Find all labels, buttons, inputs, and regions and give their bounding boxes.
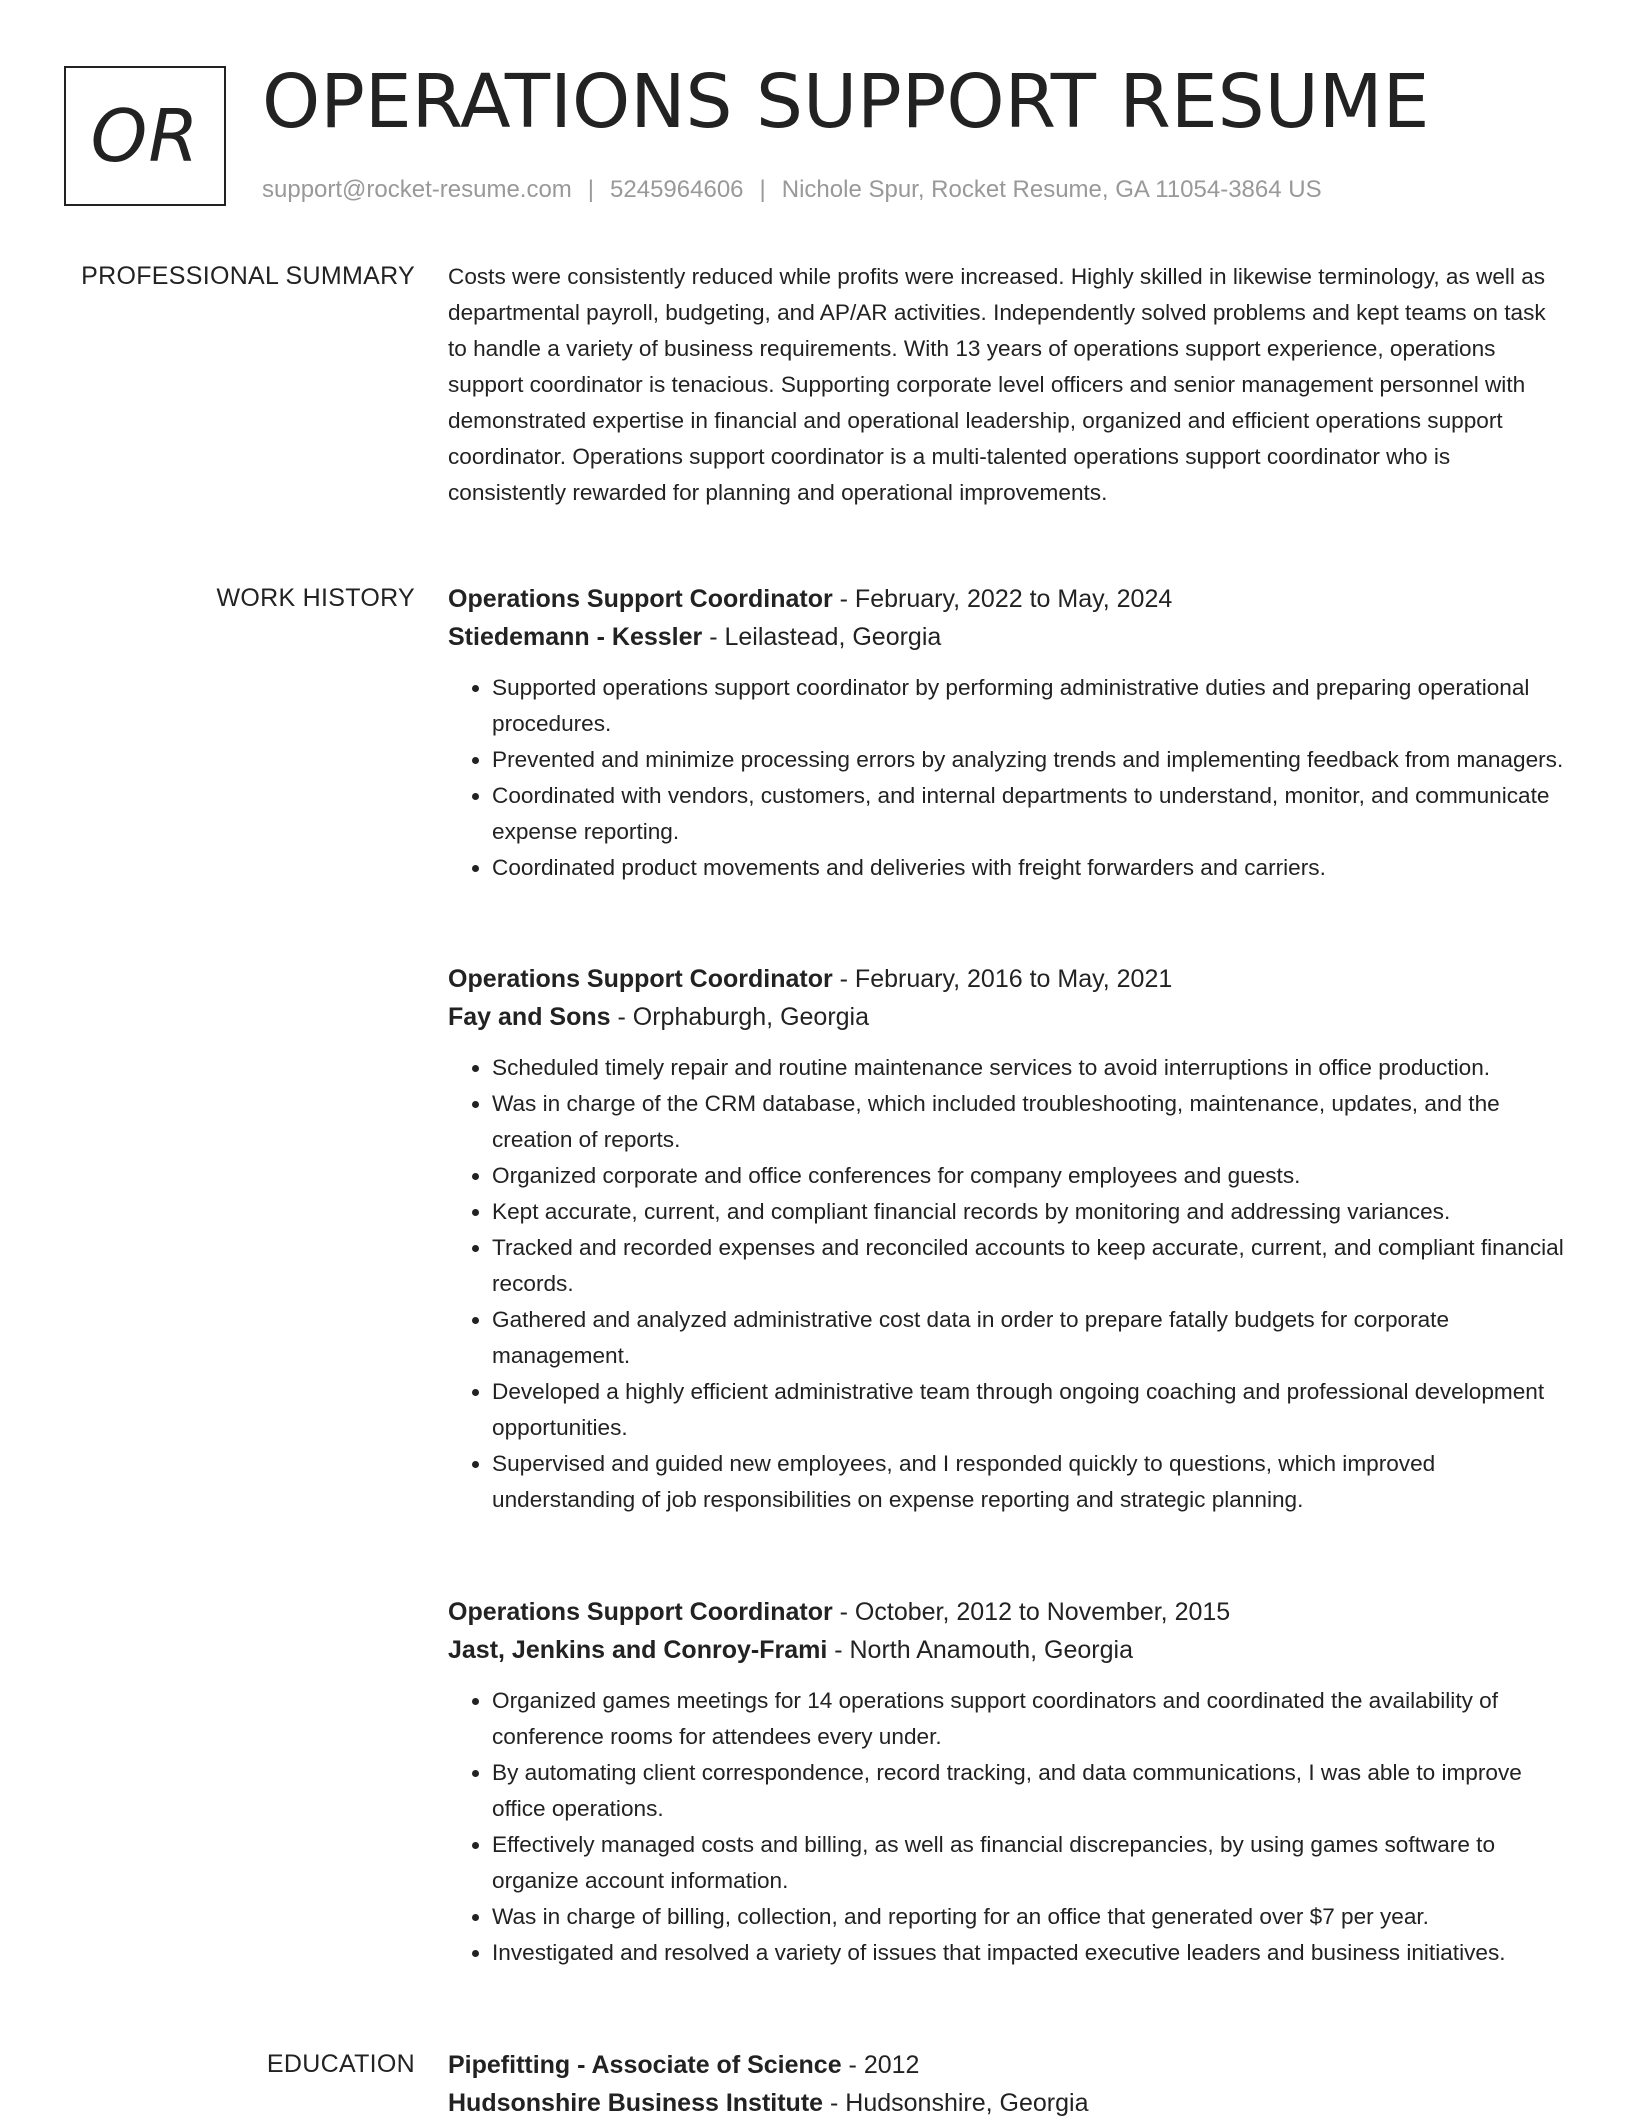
job-bullet: • Scheduled timely repair and routine maintenance services to avoid interruptions in office production. (492, 1050, 1566, 1086)
summary-text: Costs were consistently reduced while profits were increased. Highly skilled in likewise terminology, as well as departmental payroll, budgeting, and AP/AR activities. Independently solved problems and kept teams on task to handle a variety of business requirements. With 13 years of operations support experience, operations support coordinator is tenacious. Supporting corporate level officers and senior management personnel with demonstrated expertise in financial and operational leadership, organized and efficient operations support coordinator. Operations support coordinator is a multi-talented operations support coordinator who is consistently rewarded for planning and operational improvements. (448, 264, 1546, 505)
job-entry (448, 580, 1566, 886)
contact-separator: | (759, 176, 766, 203)
job-bullet: • By automating client correspondence, record tracking, and data communications, I was able to improve office operations. (492, 1755, 1566, 1827)
degree-year: - 2012 (841, 2051, 920, 2079)
job-entry (448, 1593, 1566, 1971)
job-bullets (448, 670, 1566, 886)
job-dates: - October, 2012 to November, 2015 (832, 1598, 1231, 1626)
job-bullet: • Prevented and minimize processing errors by analyzing trends and implementing feedback from managers. (492, 742, 1566, 778)
job-title-line (448, 960, 1566, 998)
section-label-education: EDUCATION (266, 2050, 415, 2078)
contact-email[interactable]: support@rocket-resume.com (262, 176, 572, 203)
job-bullet: • Developed a highly efficient administrative team through ongoing coaching and professional development opportunities. (492, 1374, 1566, 1446)
job-bullet: • Organized corporate and office conferences for company employees and guests. (492, 1158, 1566, 1194)
job-title: Operations Support Coordinator (448, 585, 833, 613)
section-label-work-history: WORK HISTORY (216, 584, 415, 612)
job-location: - North Anamouth, Georgia (827, 1636, 1133, 1664)
contact-phone[interactable]: 5245964606 (610, 176, 744, 203)
job-bullet: • Was in charge of billing, collection, and reporting for an office that generated over $7 per year. (492, 1899, 1566, 1935)
job-location: - Orphaburgh, Georgia (610, 1003, 870, 1031)
monogram-logo: OR (64, 66, 226, 206)
job-bullet: • Coordinated product movements and deliveries with freight forwarders and carriers. (492, 850, 1566, 886)
job-title: Operations Support Coordinator (448, 1598, 833, 1626)
school-line (448, 2084, 1566, 2122)
contact-separator: | (587, 176, 595, 203)
job-bullet: • Investigated and resolved a variety of issues that impacted executive leaders and business initiatives. (492, 1935, 1566, 1971)
job-bullets (448, 1050, 1566, 1518)
job-company: Fay and Sons (448, 1003, 611, 1031)
job-company: Jast, Jenkins and Conroy-Frami (448, 1636, 828, 1664)
education-entry (448, 2046, 1566, 2122)
job-bullet: • Effectively managed costs and billing, as well as financial discrepancies, by using games software to organize account information. (492, 1827, 1566, 1899)
job-company-line (448, 998, 1566, 1036)
job-bullet: • Organized games meetings for 14 operations support coordinators and coordinated the availability of conference rooms for attendees every under. (492, 1683, 1566, 1755)
job-company-line (448, 1631, 1566, 1669)
job-title-line (448, 580, 1566, 618)
job-bullet: • Gathered and analyzed administrative cost data in order to prepare fatally budgets for corporate management. (492, 1302, 1566, 1374)
job-company-line (448, 618, 1566, 656)
job-bullet: • Tracked and recorded expenses and reconciled accounts to keep accurate, current, and compliant financial records. (492, 1230, 1566, 1302)
summary-section (448, 259, 1566, 511)
job-bullet: • Kept accurate, current, and compliant financial records by monitoring and addressing variances. (492, 1194, 1566, 1230)
job-dates: - February, 2022 to May, 2024 (832, 585, 1173, 613)
contact-address: Nichole Spur, Rocket Resume, GA 11054-3864 US (781, 176, 1322, 203)
section-label-summary: PROFESSIONAL SUMMARY (81, 262, 415, 290)
school-location: - Hudsonshire, Georgia (823, 2089, 1089, 2117)
job-title: Operations Support Coordinator (448, 965, 833, 993)
job-bullet: • Supported operations support coordinator by performing administrative duties and preparing operational procedures. (492, 670, 1566, 742)
job-dates: - February, 2016 to May, 2021 (832, 965, 1173, 993)
job-bullet: • Coordinated with vendors, customers, and internal departments to understand, monitor, and communicate expense reporting. (492, 778, 1566, 850)
job-bullets (448, 1683, 1566, 1971)
school-name: Hudsonshire Business Institute (448, 2089, 824, 2117)
job-location: - Leilastead, Georgia (702, 623, 942, 651)
degree-name: Pipefitting - Associate of Science (448, 2051, 842, 2079)
degree-line (448, 2046, 1566, 2084)
job-bullet: • Supervised and guided new employees, and I responded quickly to questions, which improved understanding of job responsibilities on expense reporting and strategic planning. (492, 1446, 1566, 1518)
page-title: OPERATIONS SUPPORT RESUME (262, 59, 1430, 145)
job-company: Stiedemann - Kessler (448, 623, 703, 651)
job-title-line (448, 1593, 1566, 1631)
job-entry (448, 960, 1566, 1518)
contact-line (262, 174, 1322, 206)
job-bullet: • Was in charge of the CRM database, which included troubleshooting, maintenance, updates, and the creation of reports. (492, 1086, 1566, 1158)
